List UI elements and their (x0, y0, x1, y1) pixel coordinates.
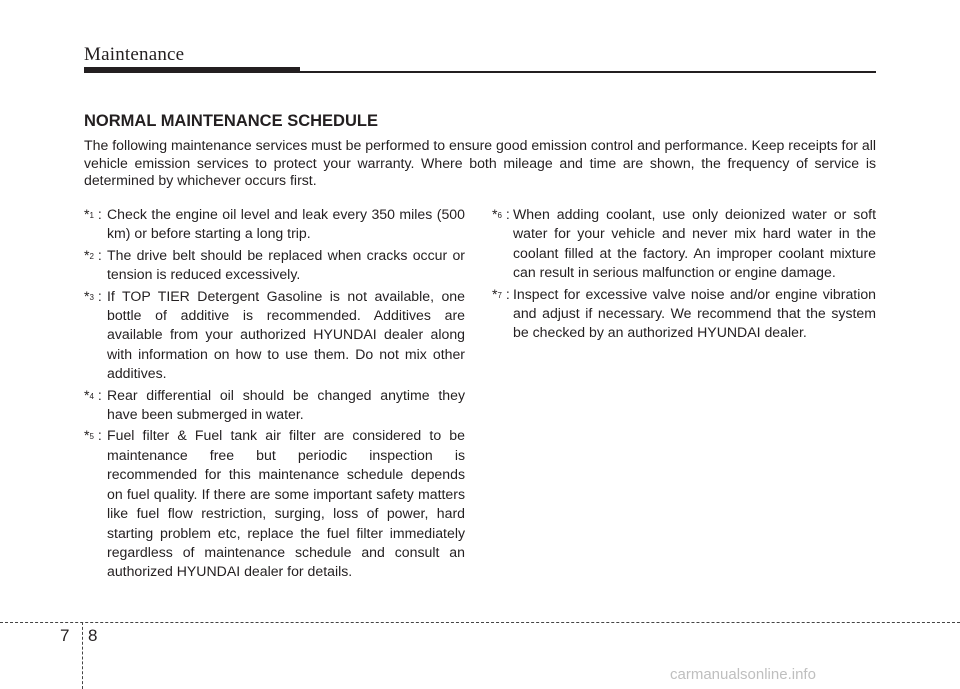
footnote-number: 1 (89, 211, 94, 220)
footnote-text: Fuel filter & Fuel tank air filter are considered to be maintenance free but periodic inspection is recommended for this maintenance schedule depends on fuel quality. If there are some important safety matters like fuel flow restriction, surging, loss of power, hard starting problem etc, replace the fuel filter immediately regardless of maintenance schedule and consult an authorized HYUNDAI dealer for details. (107, 427, 465, 580)
footnote-item: *$^6$ : When adding coolant, use only deionized water or soft water for your vehicle and never mix hard water in the coolant filled at the factory. An improper coolant mixture can result in serious malfunction or engine damage. (492, 205, 876, 283)
footnote-number: 7 (497, 290, 502, 300)
footnote-number: 3 (89, 292, 94, 302)
watermark-text: carmanualsonline.info (670, 666, 816, 683)
footnote-number: 5 (89, 432, 94, 442)
running-header-title: Maintenance (84, 44, 185, 65)
footnote-item: *$^1$ : Check the engine oil level and leak every 350 miles (500 km) or before starting a long trip. (84, 205, 465, 244)
footnote-item: *$^5$ : Fuel filter & Fuel tank air filter are considered to be maintenance free but periodic inspection is recommended for this maintenance schedule depends on fuel quality. If there are some important safety matters like fuel flow restriction, surging, loss of power, hard starting problem etc, replace the fuel filter immediately regardless of maintenance schedule and consult an authorized HYUNDAI dealer for details. (84, 426, 465, 581)
section-title: NORMAL MAINTENANCE SCHEDULE (84, 112, 378, 130)
footnote-item: *$^3$ : If TOP TIER Detergent Gasoline is not available, one bottle of additive is recommended. Additives are available from your authorized HYUNDAI dealer along with information on how to use them. Do not mix other additives. (84, 287, 465, 384)
header-rule-thin (300, 71, 876, 73)
footnote-text: Rear differential oil should be changed anytime they have been submerged in water. (107, 386, 465, 423)
footnote-text: Inspect for excessive valve noise and/or engine vibration and adjust if necessary. We recommend that the system be checked by an authorized HYUNDAI dealer. (513, 285, 876, 341)
footnotes-left-column (84, 205, 465, 584)
footnote-text: Check the engine oil level and leak every 350 miles (500 km) or before starting a long trip. (107, 206, 465, 242)
footer-dashed-rule (0, 622, 960, 623)
footnote-item: *$^2$ : The drive belt should be replaced when cracks occur or tension is reduced excessively. (84, 246, 465, 285)
footnote-number: 4 (89, 391, 94, 401)
footnote-text: If TOP TIER Detergent Gasoline is not available, one bottle of additive is recommended. Additives are available from your authorized HYUNDAI dealer along with information on how to use them. Do not mix other additives. (107, 287, 465, 382)
footnote-item: *$^4$ : Rear differential oil should be changed anytime they have been submerged in water. (84, 386, 465, 425)
footer-dashed-divider (82, 622, 83, 689)
page-number: 8 (88, 626, 98, 645)
footnote-text: When adding coolant, use only deionized water or soft water for your vehicle and never mix hard water in the coolant filled at the factory. An improper coolant mixture can result in serious malfunction or engine damage. (513, 206, 876, 281)
footnote-number: 2 (89, 251, 94, 261)
header-rule-thick (84, 67, 300, 73)
intro-paragraph: The following maintenance services must be performed to ensure good emission control and performance. Keep receipts for all vehicle emission services to protect your warranty. Where both mileage and time are shown, the frequency of service is determined by whichever occurs first. (84, 137, 877, 188)
footnotes-right-column (492, 205, 876, 345)
chapter-number: 7 (60, 626, 70, 645)
footnote-text: The drive belt should be replaced when cracks occur or tension is reduced excessively. (107, 246, 465, 283)
footnote-item: *$^7$ : Inspect for excessive valve noise and/or engine vibration and adjust if necessary. We recommend that the system be checked by an authorized HYUNDAI dealer. (492, 285, 876, 343)
footnote-number: 6 (497, 211, 502, 220)
